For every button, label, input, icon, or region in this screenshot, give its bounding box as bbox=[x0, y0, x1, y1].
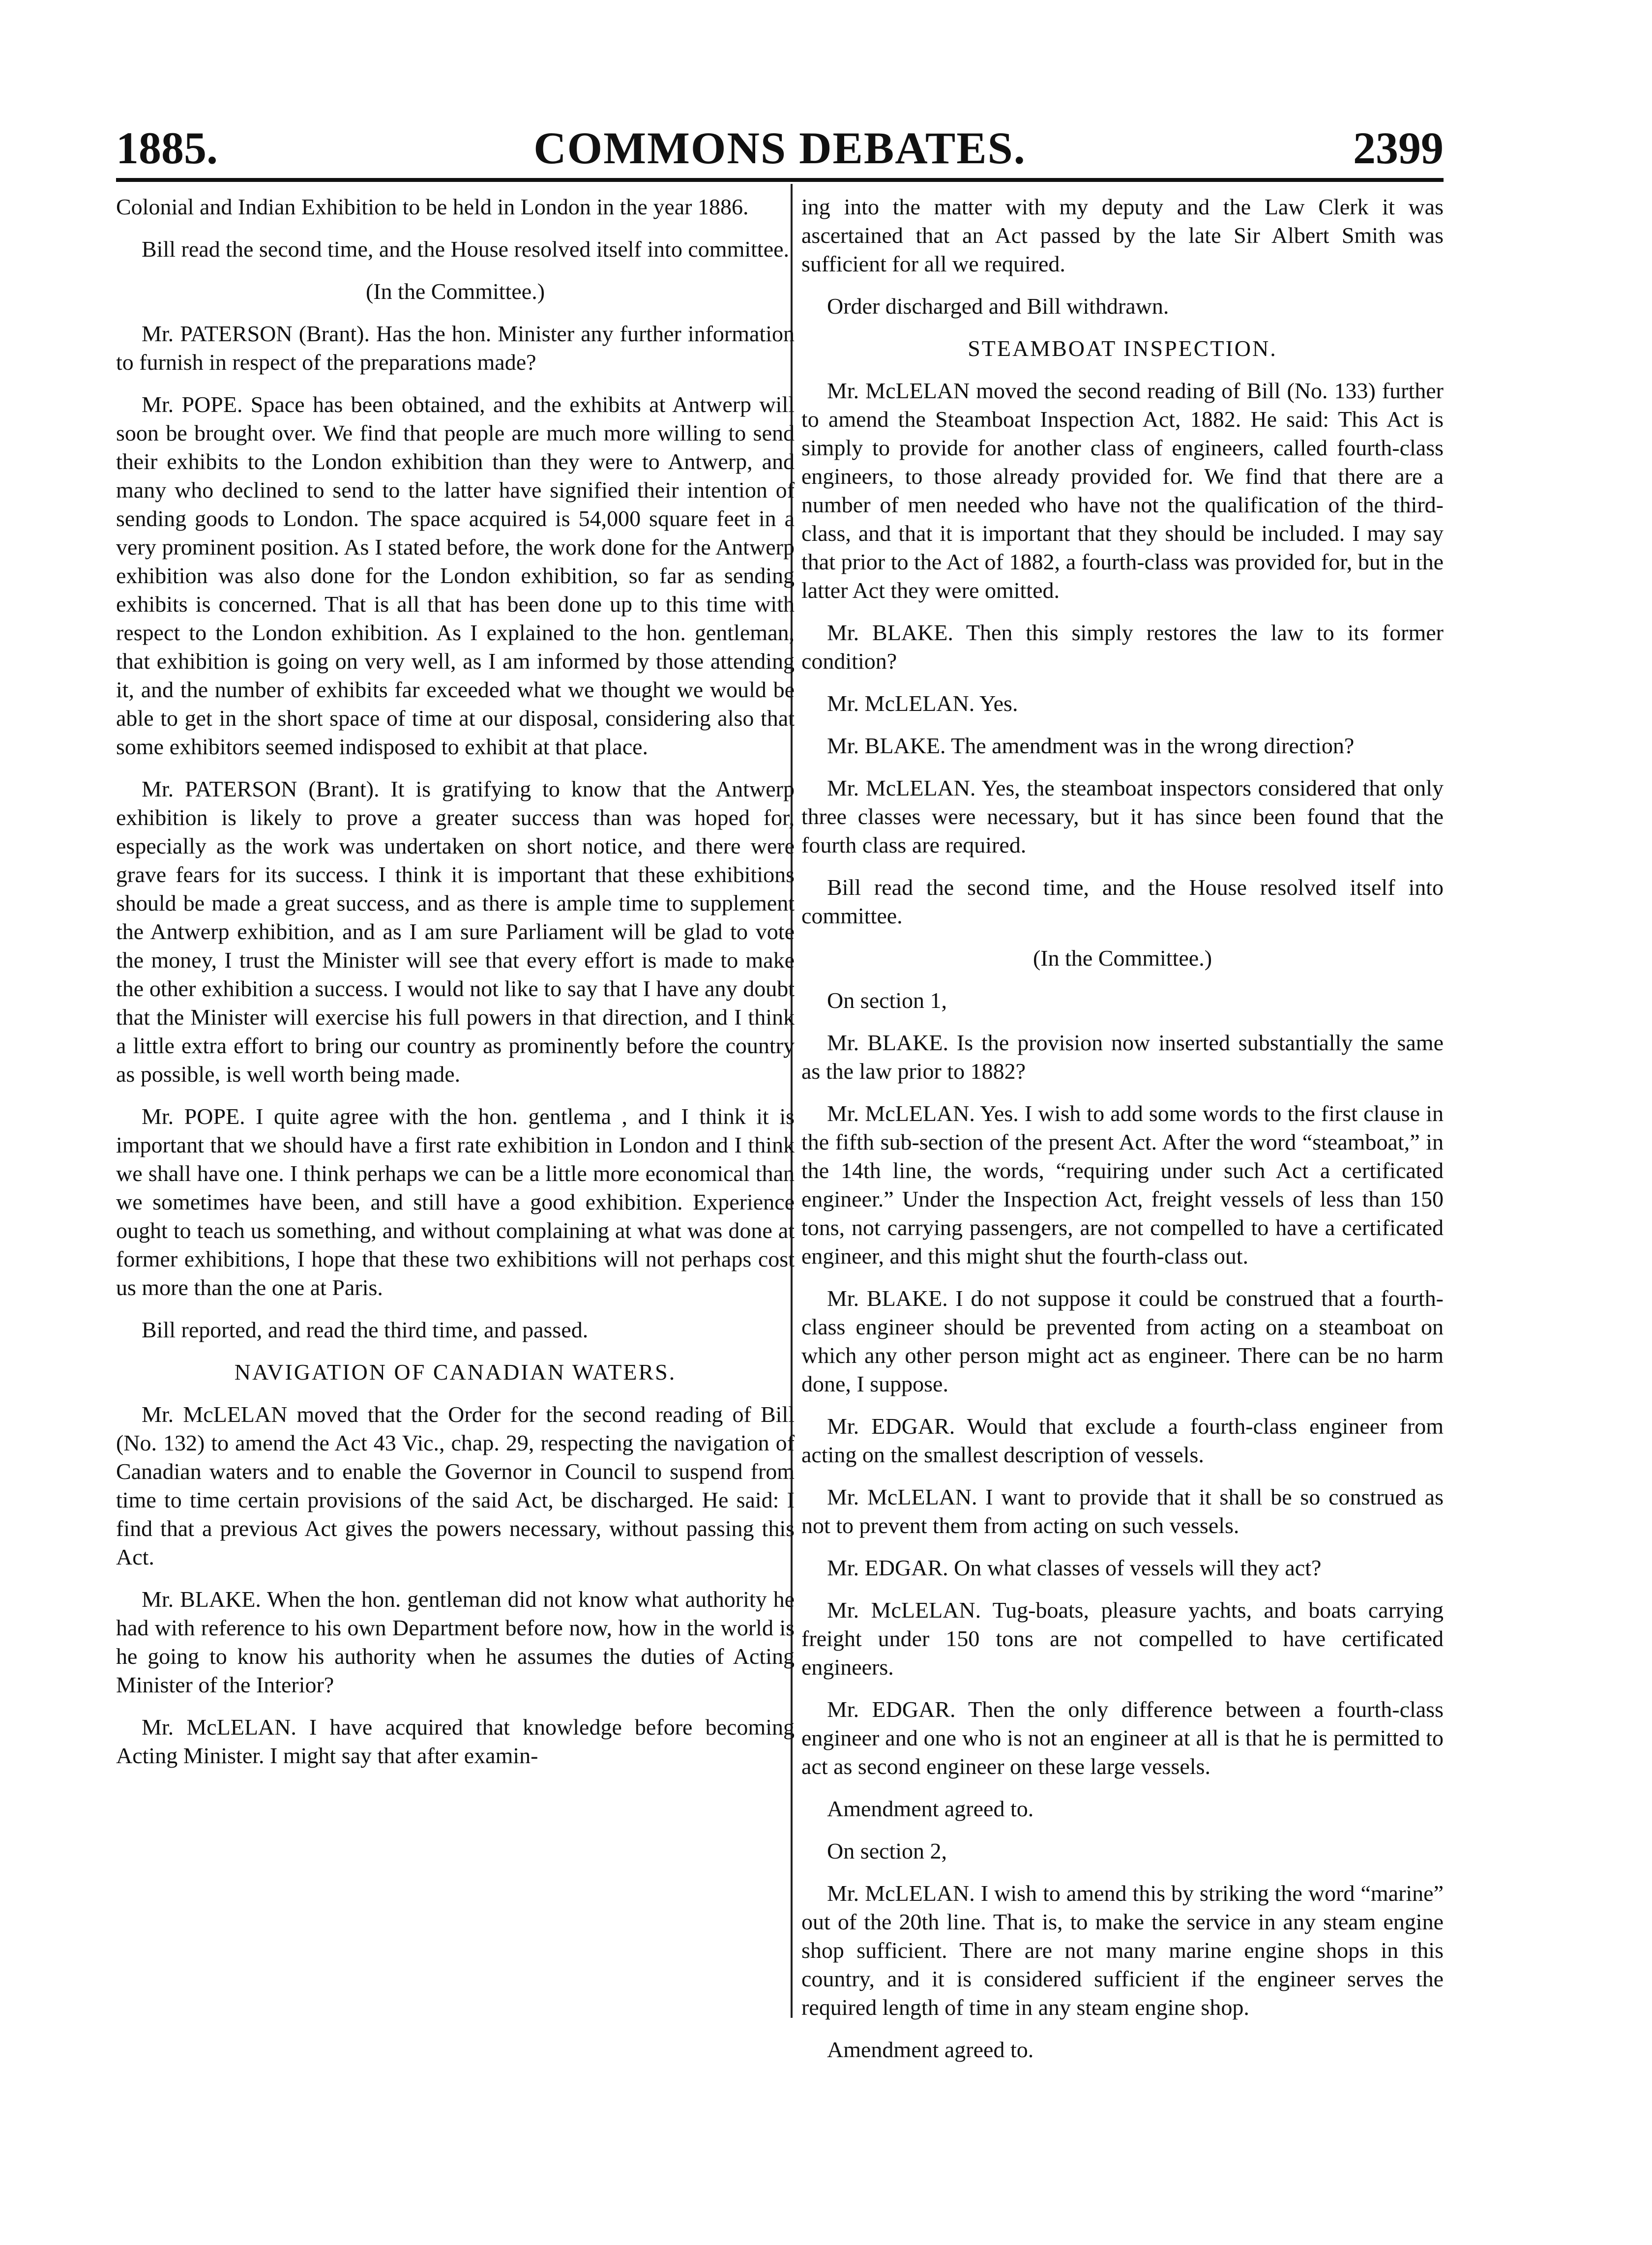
left-column bbox=[116, 193, 795, 1784]
paragraph: Colonial and Indian Exhibition to be held in London in the year 1886. bbox=[116, 194, 749, 219]
speech-paragraph: Mr. McLELAN moved that the Order for the second reading of Bill (No. 132) to amend the Act 43 Vic., chap. 29, respecting the navigation of Canadian waters and to enable the Governor in Council to suspend from time to time certain provisions of the said Act, be discharged. He said: I find that a previous Act gives the powers necessary, without passing this Act. bbox=[116, 1402, 795, 1569]
speech-paragraph: Mr. BLAKE. When the hon. gentleman did not know what authority he had with reference to his own Department before now, how in the world is he going to know his authority when he assumes the duties of Acting Minister of the Interior? bbox=[116, 1587, 795, 1697]
speech-paragraph: Mr. PATERSON (Brant). Has the hon. Minister any further information to furnish in respect of the preparations made? bbox=[116, 321, 795, 375]
header-rule bbox=[116, 178, 1444, 182]
header-title: COMMONS DEBATES. bbox=[533, 123, 1026, 173]
speech-paragraph: Mr. McLELAN. Tug-boats, pleasure yachts, and boats carrying freight under 150 tons are not compelled to have certificated engineers. bbox=[801, 1597, 1444, 1680]
speech-paragraph: Mr. McLELAN moved the second reading of Bill (No. 133) further to amend the Steamboat Inspection Act, 1882. He said: This Act is simply to provide for another class of engineers, called fourth-class engineers, to those already provided for. We find that there are a number of men needed who have not the qualification of the third-class, and that it is important that they should be included. I may say that prior to the Act of 1882, a fourth-class was provided for, but in the latter Act they were omitted. bbox=[801, 378, 1444, 603]
speech-paragraph: Mr. PATERSON (Brant). It is gratifying to know that the Antwerp exhibition is likely to prove a greater success than was hoped for, especially as the work was undertaken on short notice, and there were grave fears for its success. I think it is important that these exhibitions should be made a great success, and as there is ample time to supplement the Antwerp exhibition, and as I am sure Parliament will be glad to vote the money, I trust the Minister will see that every effort is made to make the other exhibition a success. I would not like to say that I have any doubt that the Minister will exercise his full powers in that direction, and I think a little extra effort to bring our country as prominently before the country as possible, is well worth being made. bbox=[116, 776, 795, 1087]
committee-note: (In the Committee.) bbox=[365, 279, 545, 304]
right-column bbox=[801, 193, 1444, 2078]
paragraph: On section 2, bbox=[827, 1838, 947, 1863]
speech-paragraph: Mr. McLELAN. I have acquired that knowledge before becoming Acting Minister. I might say that after examin- bbox=[116, 1714, 795, 1768]
paragraph: On section 1, bbox=[827, 988, 947, 1013]
speech-paragraph: Mr. BLAKE. Then this simply restores the law to its former condition? bbox=[801, 620, 1444, 674]
speech-paragraph: Mr. McLELAN. Yes. I wish to add some words to the first clause in the fifth sub-section of the present Act. After the word “steamboat,” in the 14th line, the words, “requiring under such Act a certificated engineer.” Under the Inspection Act, freight vessels of less than 150 tons, not carrying passengers, are not compelled to have a certificated engineer, and this might shut the fourth-class out. bbox=[801, 1101, 1444, 1269]
committee-note: (In the Committee.) bbox=[1032, 945, 1212, 971]
speech-paragraph: Mr. POPE. Space has been obtained, and the exhibits at Antwerp will soon be brought over. We find that people are much more willing to send their exhibits to the London exhibition than they were to Antwerp, and many who declined to send to the latter have signified their intention of sending goods to London. The space acquired is 54,000 square feet in a very prominent position. As I stated before, the work done for the Antwerp exhibition was also done for the London exhibition, so far as sending exhibits is concerned. That is all that has been done up to this time with respect to the London exhibition. As I explained to the hon. gentleman, that exhibition is going on very well, as I am informed by those attending it, and the number of exhibits far exceeded what we thought we would be able to get in the short space of time at our disposal, considering also that some exhibitors seemed indisposed to exhibit at that place. bbox=[116, 392, 795, 759]
speech-paragraph: Mr. EDGAR. On what classes of vessels will they act? bbox=[827, 1555, 1322, 1580]
section-heading: STEAMBOAT INSPECTION. bbox=[968, 336, 1277, 361]
paragraph: Bill reported, and read the third time, and passed. bbox=[142, 1317, 589, 1342]
speech-paragraph: Mr. BLAKE. Is the provision now inserted substantially the same as the law prior to 1882? bbox=[801, 1030, 1444, 1084]
speech-paragraph: Mr. EDGAR. Then the only difference between a fourth-class engineer and one who is not an engineer at all is that he is permitted to act as second engineer on these large vessels. bbox=[801, 1697, 1444, 1779]
paragraph: Bill read the second time, and the House resolved itself into committee. bbox=[801, 875, 1444, 928]
speech-paragraph: Mr. McLELAN. I wish to amend this by striking the word “marine” out of the 20th line. That is, to make the service in any steam engine shop sufficient. There are not many marine engine shops in this country, and it is considered sufficient if the engineer serves the required length of time in any steam engine shop. bbox=[801, 1881, 1444, 2020]
paragraph: Bill read the second time, and the House resolved itself into committee. bbox=[142, 236, 790, 262]
page-header bbox=[116, 122, 1444, 186]
speech-paragraph: Mr. BLAKE. The amendment was in the wrong direction? bbox=[827, 733, 1355, 758]
speech-paragraph: Mr. McLELAN. Yes, the steamboat inspectors considered that only three classes were necessary, but it has since been found that the fourth class are required. bbox=[801, 775, 1444, 857]
speech-paragraph: Mr. BLAKE. I do not suppose it could be construed that a fourth-class engineer should be prevented from acting on a steamboat on which any other person might act as engineer. There can be no harm done, I suppose. bbox=[801, 1286, 1444, 1396]
paragraph: Order discharged and Bill withdrawn. bbox=[827, 294, 1169, 319]
speech-paragraph: Mr. McLELAN. I want to provide that it shall be so construed as not to prevent them from acting on such vessels. bbox=[801, 1484, 1444, 1538]
section-heading: NAVIGATION OF CANADIAN WATERS. bbox=[234, 1359, 677, 1385]
paragraph: Amendment agreed to. bbox=[827, 1796, 1034, 1821]
paragraph: ing into the matter with my deputy and the Law Clerk it was ascertained that an Act passed by the late Sir Albert Smith was sufficient for all we required. bbox=[801, 194, 1444, 276]
header-year: 1885. bbox=[116, 123, 218, 173]
speech-paragraph: Mr. EDGAR. Would that exclude a fourth-class engineer from acting on the smallest description of vessels. bbox=[801, 1414, 1444, 1467]
speech-paragraph: Mr. POPE. I quite agree with the hon. gentlema , and I think it is important that we should have a first rate exhibition in London and I think we shall have one. I think perhaps we can be a little more economical than we sometimes have been, and still have a good exhibition. Experience ought to teach us something, and without complaining at what was done at former exhibitions, I hope that these two exhibitions will not perhaps cost us more than the one at Paris. bbox=[116, 1104, 795, 1300]
paragraph: Amendment agreed to. bbox=[827, 2037, 1034, 2062]
header-page-number: 2399 bbox=[1353, 123, 1444, 173]
speech-paragraph: Mr. McLELAN. Yes. bbox=[827, 691, 1018, 716]
